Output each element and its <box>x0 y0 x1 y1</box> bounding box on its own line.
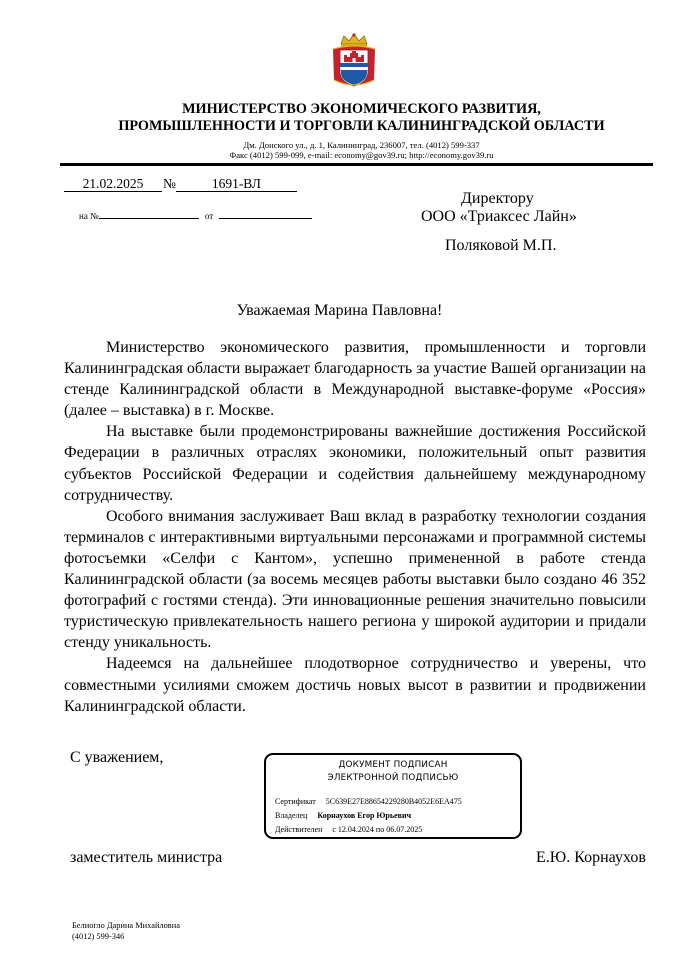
stamp-certificate-value: 5C639E27E88654229280B4052E6EA475 <box>325 797 462 806</box>
registration-date: 21.02.2025 <box>64 176 162 192</box>
salutation: Уважаемая Марина Павловна! <box>236 302 443 319</box>
stamp-owner-value: Корнаухов Егор Юрьевич <box>317 811 412 820</box>
stamp-title-line2: ЭЛЕКТРОННОЙ ПОДПИСЬЮ <box>327 773 459 783</box>
registration-number: 1691-ВЛ <box>176 176 297 192</box>
reference-number-blank <box>99 210 199 219</box>
electronic-signature-stamp <box>264 753 522 839</box>
stamp-validity-row <box>275 825 422 834</box>
reference-date-blank <box>219 210 312 219</box>
stamp-validity-value: с 12.04.2024 по 06.07.2025 <box>332 825 423 834</box>
letter-paragraph: Министерство экономического развития, промышленности и торговли Калининградская области выражает благодарность за участие Вашей организации на стенде Калининградской области в Международной выставке-форуме «Россия» (далее – выставка) в г. Москве. <box>64 339 646 420</box>
letter-body <box>64 337 646 717</box>
executor-phone: (4012) 599-346 <box>72 932 125 941</box>
reference-line <box>79 210 312 221</box>
letter-paragraph: Надеемся на дальнейшее плодотворное сотрудничество и уверены, что совместными усилиями сможем достичь новых высот в развитии и продвижении Калининградской области. <box>64 655 646 715</box>
ministry-contact-line1: Дм. Донского ул., д. 1, Калининград, 236007, тел. (4012) 599-337 <box>243 140 480 150</box>
letter-paragraph: На выставке были продемонстрированы важнейшие достижения Российской Федерации в различных отраслях экономики, положительный опыт развития субъектов Российской Федерации и содействия дальнейшему международному сотрудничеству. <box>64 423 646 504</box>
header-divider <box>60 163 653 166</box>
registration-number-sign: № <box>163 176 176 191</box>
stamp-validity-label: Действителен <box>275 825 323 834</box>
stamp-owner-row <box>275 811 411 820</box>
signer-position: заместитель министра <box>70 849 223 866</box>
reference-prefix: на № <box>79 211 99 221</box>
stamp-owner-label: Владелец <box>275 811 308 820</box>
stamp-title-line1: ДОКУМЕНТ ПОДПИСАН <box>338 760 448 770</box>
ministry-name-line1: МИНИСТЕРСТВО ЭКОНОМИЧЕСКОГО РАЗВИТИЯ, <box>182 101 541 117</box>
closing-phrase: С уважением, <box>70 749 164 766</box>
stamp-certificate-row <box>275 797 462 806</box>
addressee-company: ООО «Триаксес Лайн» <box>421 208 577 225</box>
ministry-contact-line2: Факс (4012) 599-099, e-mail: economy@gov39.ru; http://economy.gov39.ru <box>229 150 494 160</box>
ministry-name-line2: ПРОМЫШЛЕННОСТИ И ТОРГОВЛИ КАЛИНИНГРАДСКОЙ ОБЛАСТИ <box>118 118 605 134</box>
letter-paragraph: Особого внимания заслуживает Ваш вклад в разработку технологии создания терминалов с интерактивными виртуальными персонажами и программной системы фотосъемки «Селфи с Кантом», успешно примененной в работе стенда Калининградской области (за восемь месяцев работы выставки было создано 46 352 фотографий с гостями стенда). Эти инновационные решения значительно повысили туристическую привлекательность нашего региона у широкой аудитории и придали стенду уникальность. <box>64 507 646 652</box>
executor-name: Белиогло Дарина Михайловна <box>72 921 180 930</box>
addressee-name: Поляковой М.П. <box>445 237 557 254</box>
registration-line <box>64 176 297 192</box>
signer-name: Е.Ю. Корнаухов <box>536 849 646 866</box>
stamp-certificate-label: Сертификат <box>275 797 316 806</box>
coat-of-arms-icon <box>330 32 378 90</box>
addressee-position: Директору <box>461 190 534 207</box>
reference-from: от <box>204 211 214 221</box>
